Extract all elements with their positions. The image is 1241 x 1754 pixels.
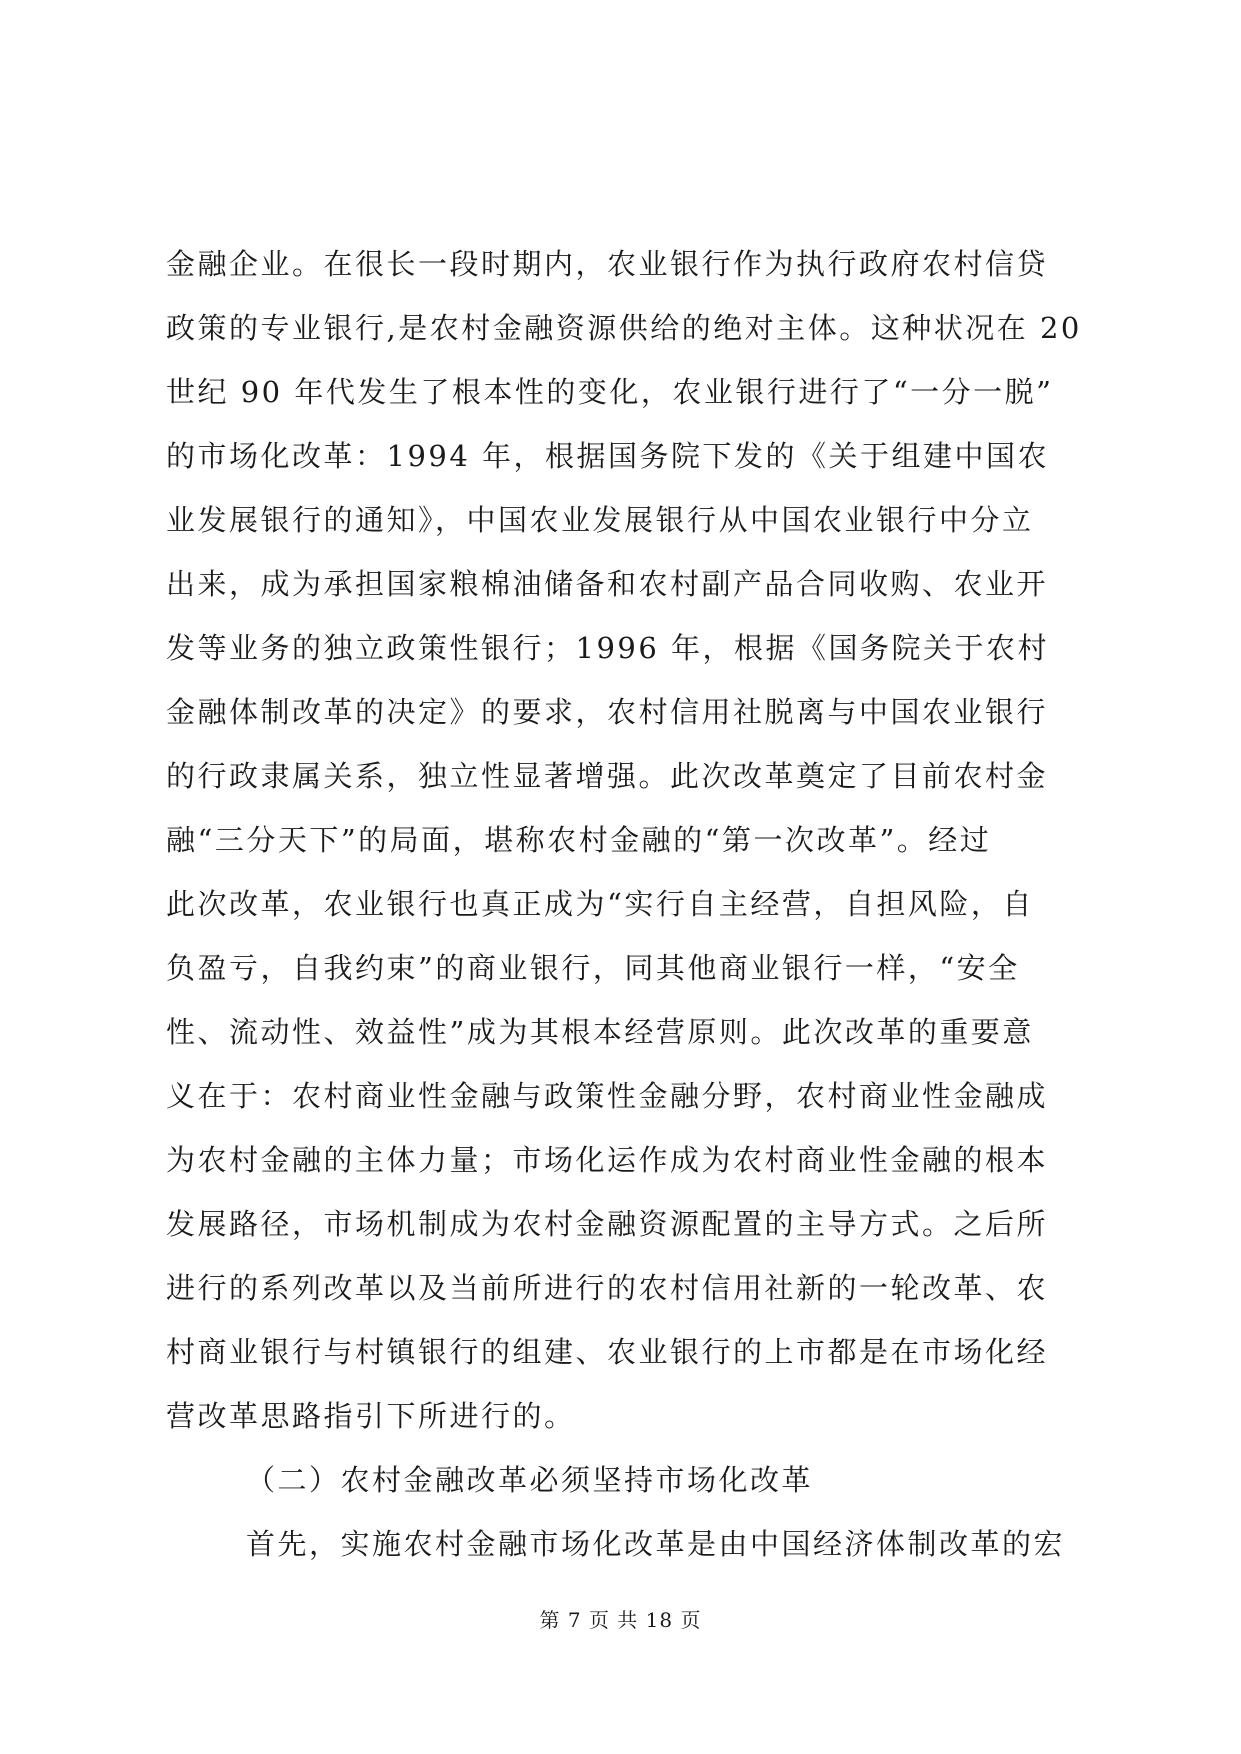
- text-line: 金融企业。在很长一段时期内，农业银行作为执行政府农村信贷: [166, 247, 1049, 281]
- text-line: 金融体制改革的决定》的要求，农村信用社脱离与中国农业银行: [166, 695, 1049, 729]
- text-line: 义在于：农村商业性金融与政策性金融分野，农村商业性金融成: [166, 1079, 1049, 1113]
- text-line: 村商业银行与村镇银行的组建、农业银行的上市都是在市场化经: [166, 1335, 1049, 1369]
- page-number-footer: 第 7 页 共 18 页: [539, 1608, 702, 1632]
- text-line: 世纪 90 年代发生了根本性的变化，农业银行进行了“一分一脱”: [166, 375, 1054, 409]
- section-heading: （二）农村金融改革必须坚持市场化改革: [246, 1463, 814, 1497]
- text-line: 业发展银行的通知》，中国农业发展银行从中国农业银行中分立: [166, 503, 1034, 537]
- document-body: [166, 232, 1086, 1576]
- text-line: 的行政隶属关系，独立性显著增强。此次改革奠定了目前农村金: [166, 759, 1049, 793]
- text-line: 发展路径，市场机制成为农村金融资源配置的主导方式。之后所: [166, 1207, 1049, 1241]
- text-line: 融“三分天下”的局面，堪称农村金融的“第一次改革”。经过: [166, 823, 992, 857]
- text-line: 营改革思路指引下所进行的。: [166, 1399, 576, 1433]
- text-line: 负盈亏，自我约束”的商业银行，同其他商业银行一样，“安全: [166, 951, 1020, 985]
- text-line: 发等业务的独立政策性银行；1996 年，根据《国务院关于农村: [166, 631, 1050, 665]
- text-line: 为农村金融的主体力量；市场化运作成为农村商业性金融的根本: [166, 1143, 1049, 1177]
- text-line: 政策的专业银行,是农村金融资源供给的绝对主体。这种状况在 20: [166, 311, 1082, 345]
- text-line: 此次改革，农业银行也真正成为“实行自主经营，自担风险，自: [166, 887, 1034, 921]
- text-line: 性、流动性、效益性”成为其根本经营原则。此次改革的重要意: [166, 1015, 1034, 1049]
- text-line: 出来，成为承担国家粮棉油储备和农村副产品合同收购、农业开: [166, 567, 1049, 601]
- paragraph-first-line: 首先，实施农村金融市场化改革是由中国经济体制改革的宏: [246, 1527, 1066, 1561]
- text-line: 进行的系列改革以及当前所进行的农村信用社新的一轮改革、农: [166, 1271, 1049, 1305]
- text-line: 的市场化改革：1994 年，根据国务院下发的《关于组建中国农: [166, 439, 1050, 473]
